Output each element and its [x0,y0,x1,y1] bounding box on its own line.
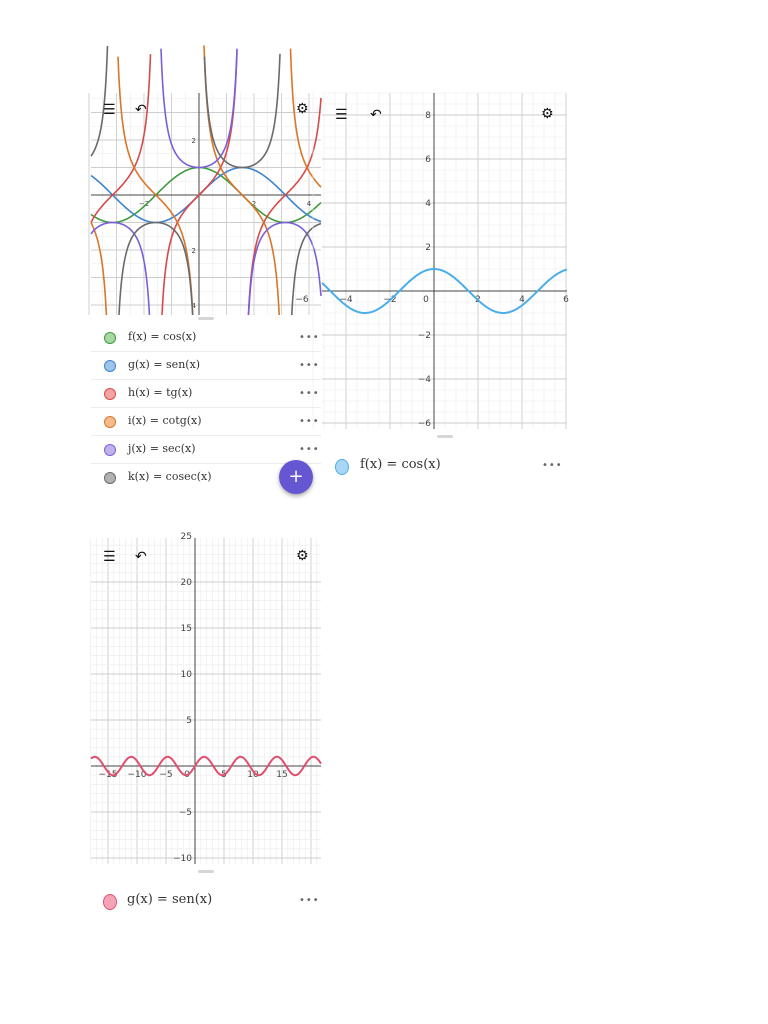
y-tick-label: −10 [173,854,192,864]
x-tick-label: 0 [423,295,429,305]
x-tick-label: 6 [563,295,569,305]
y-tick-label: −6 [417,419,431,429]
gear-icon[interactable]: ⚙ [296,548,309,564]
algebra-view [91,315,321,498]
gear-icon[interactable]: ⚙ [296,101,309,117]
undo-icon[interactable]: ↶ [370,107,382,123]
x-tick-label: 4 [306,200,312,208]
algebra-row[interactable] [91,884,321,920]
visibility-toggle[interactable] [104,416,116,428]
visibility-toggle[interactable] [104,332,116,344]
y-tick-label: −2 [417,331,431,341]
visibility-toggle[interactable] [104,360,116,372]
geogebra-screenshot-all-functions [91,93,321,498]
undo-icon[interactable]: ↶ [135,549,147,565]
algebra-row[interactable] [91,323,321,352]
drag-handle[interactable] [437,435,453,438]
more-options-icon[interactable]: ••• [299,444,320,455]
gear-icon[interactable]: ⚙ [541,106,554,122]
visibility-toggle[interactable] [104,444,116,456]
y-tick-label: 25 [180,532,192,542]
x-tick-label: 5 [221,770,227,780]
more-options-icon[interactable]: ••• [299,895,320,906]
function-expression[interactable]: f(x) = cos(x) [360,457,441,472]
visibility-toggle[interactable] [103,894,117,910]
drag-handle[interactable] [198,317,214,320]
algebra-row[interactable] [91,379,321,408]
add-input-button[interactable]: + [279,460,313,494]
algebra-row[interactable] [91,351,321,380]
more-options-icon[interactable]: ••• [299,388,320,399]
function-expression[interactable]: i(x) = cotg(x) [128,414,202,427]
graphing-canvas[interactable] [91,532,321,864]
y-tick-label: −5 [178,808,192,818]
more-options-icon[interactable]: ••• [299,360,320,371]
geogebra-screenshot-sine [91,532,321,925]
x-tick-label: 0 [184,770,190,780]
y-tick-label: 20 [180,578,192,588]
x-tick-label: −2 [383,295,397,305]
function-expression[interactable]: j(x) = sec(x) [128,442,196,455]
y-tick-label: 4 [191,302,196,310]
algebra-row[interactable] [91,407,321,436]
y-tick-label: 4 [425,199,431,209]
visibility-toggle[interactable] [104,472,116,484]
x-tick-label: −4 [339,295,353,305]
x-tick-label: −10 [127,770,147,780]
y-tick-label: 2 [425,243,431,253]
y-tick-label: 2 [191,137,196,145]
drag-handle[interactable] [198,870,214,873]
function-expression[interactable]: g(x) = sen(x) [128,358,201,371]
x-tick-label: −5 [159,770,173,780]
graphing-canvas[interactable] [295,93,569,429]
function-expression[interactable]: f(x) = cos(x) [128,330,197,343]
x-tick-label: −15 [98,770,118,780]
algebra-row[interactable] [322,449,567,485]
more-options-icon[interactable]: ••• [299,416,320,427]
algebra-row[interactable] [91,435,321,464]
graphing-canvas[interactable] [91,93,321,315]
geogebra-screenshot-cosine [295,93,569,491]
y-tick-label: 5 [186,716,192,726]
y-tick-label: 8 [425,111,431,121]
function-expression[interactable]: h(x) = tg(x) [128,386,193,399]
x-tick-label: 2 [251,200,257,208]
algebra-view [91,864,321,925]
y-tick-label: 15 [180,624,192,634]
algebra-view [322,429,567,491]
function-expression[interactable]: g(x) = sen(x) [127,892,213,907]
x-tick-label: 15 [276,770,288,780]
y-tick-label: −4 [417,375,431,385]
menu-icon[interactable]: ☰ [103,549,116,565]
menu-icon[interactable]: ☰ [103,102,116,118]
function-expression[interactable]: k(x) = cosec(x) [128,470,212,483]
x-tick-label: 2 [475,295,481,305]
visibility-toggle[interactable] [104,388,116,400]
more-options-icon[interactable]: ••• [299,332,320,343]
more-options-icon[interactable]: ••• [542,460,563,471]
x-tick-label: −6 [295,295,309,305]
y-tick-label: 6 [425,155,431,165]
y-tick-label: 2 [191,247,196,255]
x-tick-label: 4 [519,295,525,305]
menu-icon[interactable]: ☰ [335,107,348,123]
undo-icon[interactable]: ↶ [135,102,147,118]
visibility-toggle[interactable] [335,459,349,475]
x-tick-label: −2 [138,200,150,208]
y-tick-label: 10 [180,670,192,680]
x-tick-label: 10 [247,770,259,780]
